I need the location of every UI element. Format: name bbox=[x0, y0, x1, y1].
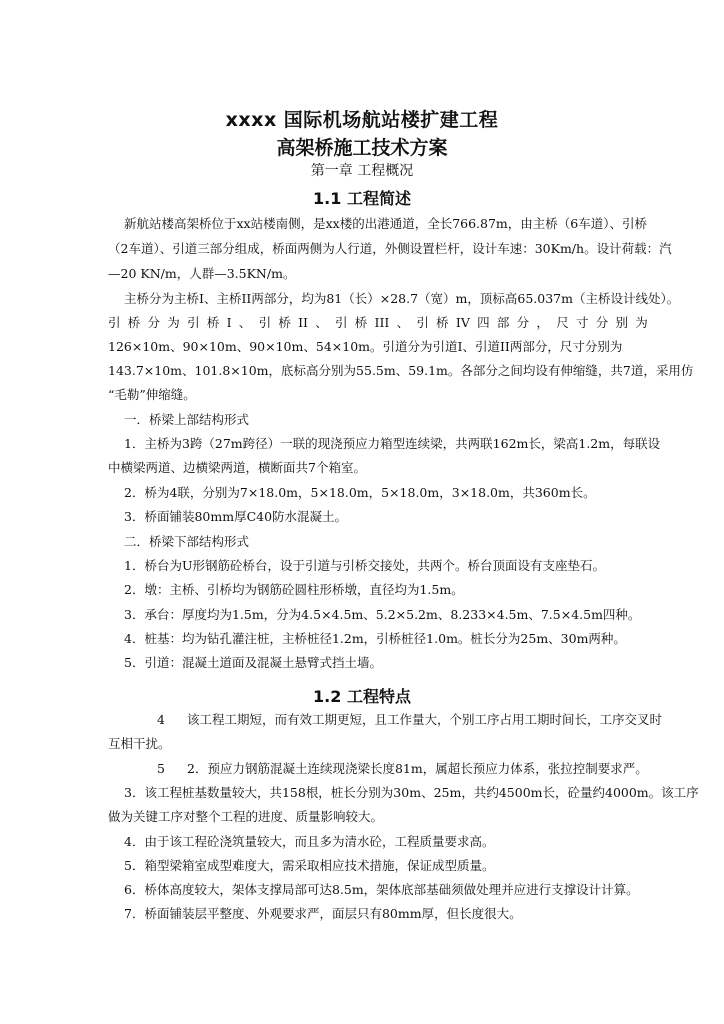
list-item: 该工程工期短，而有效工期更短，且工作量大，个别工序占用工期时间长，工序交叉时 bbox=[187, 712, 663, 727]
list-item: 2．预应力钢筋混凝土连续现浇梁长度81m，属超长预应力体系，张拉控制要求严。 bbox=[187, 761, 648, 776]
section-heading-1-2: 1.2 工程特点 bbox=[313, 687, 411, 706]
list-item: 1．桥台为U形钢筋砼桥台，设于引道与引桥交接处，共两个。桥台顶面设有支座垫石。 bbox=[124, 558, 605, 573]
justified-token: I bbox=[226, 315, 232, 330]
list-number: 5 bbox=[157, 761, 165, 776]
justified-token: 分 bbox=[147, 315, 161, 330]
justified-token: 引 bbox=[187, 315, 200, 330]
justified-paragraph-line bbox=[108, 315, 648, 331]
paragraph-line: 143.7×10m、101.8×10m，底标高分别为55.5m、59.1m。各部分之间均设有伸缩缝，共7道，采用仿 bbox=[108, 363, 694, 378]
paragraph-line: （2车道）、引道三部分组成，桥面两侧为人行道，外侧设置栏杆，设计车速：30Km/h。设计荷载：汽 bbox=[108, 241, 672, 256]
justified-token: 、 bbox=[238, 315, 252, 330]
justified-token: 引 bbox=[108, 315, 121, 330]
list-item: 3．承台：厚度均为1.5m，分为4.5×4.5m、5.2×5.2m、8.233×4.5m、7.5×4.5m四种。 bbox=[124, 607, 641, 622]
justified-token: 分 bbox=[595, 315, 609, 330]
justified-token: 寸 bbox=[575, 315, 589, 330]
list-item-continuation: 互相干扰。 bbox=[108, 736, 171, 751]
chapter-heading: 第一章 工程概况 bbox=[310, 163, 414, 179]
justified-token: IV bbox=[455, 315, 470, 330]
justified-token: II bbox=[298, 315, 308, 330]
list-item: 5．箱型梁箱室成型难度大，需采取相应技术措施，保证成型质量。 bbox=[124, 858, 495, 873]
justified-token: 桥 bbox=[436, 315, 449, 330]
subheading-superstructure: 一．桥梁上部结构形式 bbox=[124, 412, 250, 427]
justified-token: 、 bbox=[315, 315, 328, 330]
justified-token: 桥 bbox=[354, 315, 368, 330]
justified-token: 引 bbox=[258, 315, 272, 330]
list-item: 5．引道：混凝土道面及混凝土悬臂式挡土墙。 bbox=[124, 655, 382, 670]
paragraph-line: 主桥分为主桥I、主桥II两部分，均为81（长）×28.7（宽）m，顶标高65.037m（主桥设计线处）。 bbox=[124, 291, 680, 306]
justified-token: 别 bbox=[615, 315, 628, 330]
list-item-continuation: 做为关键工序对整个工程的进度、质量影响较大。 bbox=[108, 809, 384, 824]
subheading-substructure: 二．桥梁下部结构形式 bbox=[124, 534, 250, 549]
paragraph-line: 新航站楼高架桥位于xx站楼南侧，是xx楼的出港通道，全长766.87m，由主桥（6车道）、引桥 bbox=[124, 216, 647, 231]
justified-token: 部 bbox=[496, 315, 510, 330]
justified-token: 桥 bbox=[278, 315, 291, 330]
justified-token: 引 bbox=[335, 315, 348, 330]
justified-token: 为 bbox=[167, 315, 180, 330]
list-item: 3．该工程桩基数量较大，共158根，桩长分别为30m、25m，共约4500m长，砼量约4000m。该工序 bbox=[124, 785, 699, 800]
list-item: 6．桥体高度较大，架体支撑局部可达8.5m，架体底部基础须做处理并应进行支撑设计计算。 bbox=[124, 882, 639, 897]
paragraph-line: 126×10m、90×10m、90×10m、54×10m。引道分为引道I、引道II两部分，尺寸分别为 bbox=[108, 339, 623, 354]
justified-token: 引 bbox=[416, 315, 429, 330]
list-item: 2．桥为4联，分别为7×18.0m，5×18.0m，5×18.0m，3×18.0m，共360m长。 bbox=[124, 485, 596, 500]
document-title-line2: 高架桥施工技术方案 bbox=[276, 137, 448, 159]
justified-token: 桥 bbox=[127, 315, 141, 330]
justified-token: ， bbox=[536, 315, 549, 330]
list-item: 4．由于该工程砼浇筑量较大，而且多为清水砼，工程质量要求高。 bbox=[124, 834, 495, 849]
list-item: 4．桩基：均为钻孔灌注桩，主桥桩径1.2m，引桥桩径1.0m。桩长分为25m、30m两种。 bbox=[124, 631, 626, 646]
justified-token: 四 bbox=[477, 315, 490, 330]
list-item-continuation: 中横梁两道、边横梁两道，横断面共7个箱室。 bbox=[108, 460, 366, 475]
justified-token: 、 bbox=[396, 315, 410, 330]
list-item: 1．主桥为3跨（27m跨径）一联的现浇预应力箱型连续梁，共两联162m长，梁高1.2m，每联设 bbox=[124, 436, 661, 451]
document-title-line1: xxxx 国际机场航站楼扩建工程 bbox=[225, 109, 499, 131]
list-item: 2．墩：主桥、引桥均为钢筋砼圆柱形桥墩，直径均为1.5m。 bbox=[124, 582, 464, 597]
list-item: 7．桥面铺装层平整度、外观要求严，面层只有80mm厚，但长度很大。 bbox=[124, 906, 522, 921]
justified-token: III bbox=[374, 315, 390, 330]
list-item: 3．桥面铺装80mm厚C40防水混凝土。 bbox=[124, 509, 348, 524]
justified-token: 尺 bbox=[556, 315, 569, 330]
justified-token: 为 bbox=[635, 315, 648, 330]
paragraph-line: —20 KN/m，人群—3.5KN/m。 bbox=[108, 266, 296, 281]
justified-token: 桥 bbox=[206, 315, 220, 330]
section-heading-1-1: 1.1 工程简述 bbox=[313, 189, 411, 208]
list-number: 4 bbox=[157, 712, 165, 727]
paragraph-line: “毛勒”伸缩缝。 bbox=[108, 387, 196, 402]
justified-token: 分 bbox=[516, 315, 530, 330]
